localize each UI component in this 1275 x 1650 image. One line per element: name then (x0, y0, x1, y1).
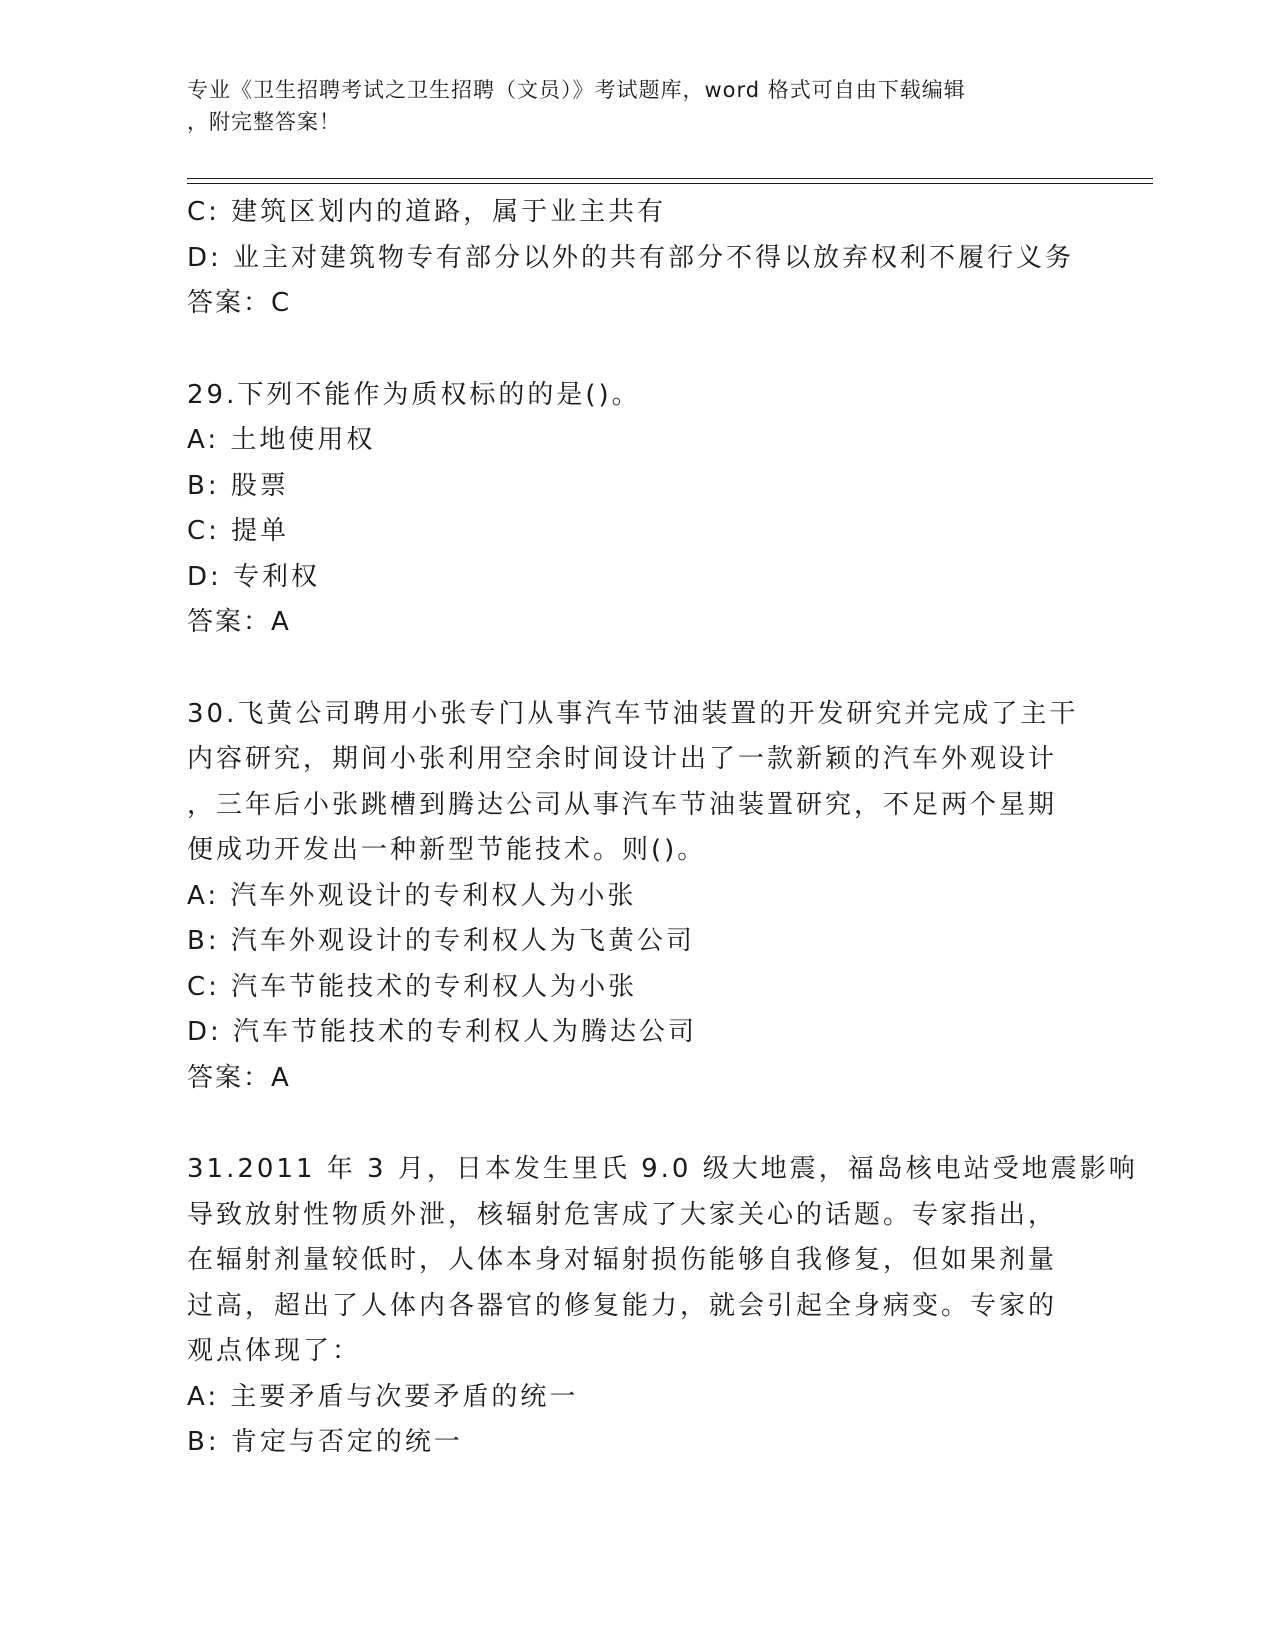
question-30 (187, 692, 1107, 1102)
document-header (187, 74, 1087, 138)
question-31 (187, 1147, 1138, 1466)
option-b: B: 股票 (187, 470, 289, 501)
question-stem-line: 观点体现了： (187, 1336, 362, 1366)
option-c: C: 建筑区划内的道路，属于业主共有 (187, 197, 667, 227)
option-b: B: 汽车外观设计的专利权人为飞黄公司 (187, 926, 695, 956)
option-c: C: 提单 (187, 516, 290, 546)
option-d: D: 专利权 (187, 561, 321, 592)
question-stem-line: 过高，超出了人体内各器官的修复能力，就会引起全身病变。专家的 (187, 1290, 1058, 1321)
option-a: A: 汽车外观设计的专利权人为小张 (187, 880, 637, 911)
question-stem-line: ，三年后小张跳槽到腾达公司从事汽车节油装置研究，不足两个星期 (187, 789, 1058, 820)
question-29 (187, 373, 1107, 646)
answer-line: 答案：A (187, 1062, 291, 1093)
question-list (187, 190, 1138, 1466)
option-b: B: 肯定与否定的统一 (187, 1427, 463, 1457)
answer-line: 答案：C (187, 288, 292, 318)
question-stem-line: 30.飞黄公司聘用小张专门从事汽车节油装置的开发研究并完成了主干 (187, 698, 1079, 729)
option-a: A: 土地使用权 (187, 425, 376, 455)
question-28-continued (187, 190, 1107, 327)
question-stem-line: 导致放射性物质外泄，核辐射危害成了大家关心的话题。专家指出， (187, 1199, 1058, 1230)
header-line-1: 专业《卫生招聘考试之卫生招聘（文员）》考试题库，word 格式可自由下载编辑 (187, 78, 966, 102)
question-stem-line: 31.2011 年 3 月，日本发生里氏 9.0 级大地震，福岛核电站受地震影响 (187, 1154, 1138, 1184)
question-stem-line: 在辐射剂量较低时，人体本身对辐射损伤能够自我修复，但如果剂量 (187, 1245, 1058, 1275)
question-stem-line: 便成功开发出一种新型节能技术。则()。 (187, 835, 707, 865)
question-stem-line: 内容研究，期间小张利用空余时间设计出了一款新颖的汽车外观设计 (187, 744, 1058, 774)
option-d: D: 汽车节能技术的专利权人为腾达公司 (187, 1017, 698, 1047)
option-c: C: 汽车节能技术的专利权人为小张 (187, 971, 638, 1002)
header-divider-bottom (187, 183, 1153, 184)
header-divider-top (187, 178, 1153, 179)
answer-line: 答案：A (187, 607, 291, 637)
header-line-2: ，附完整答案！ (187, 110, 341, 134)
option-a: A: 主要矛盾与次要矛盾的统一 (187, 1381, 579, 1412)
question-stem-line: 29.下列不能作为质权标的的是()。 (187, 379, 641, 410)
option-d: D: 业主对建筑物专有部分以外的共有部分不得以放弃权利不履行义务 (187, 242, 1075, 273)
